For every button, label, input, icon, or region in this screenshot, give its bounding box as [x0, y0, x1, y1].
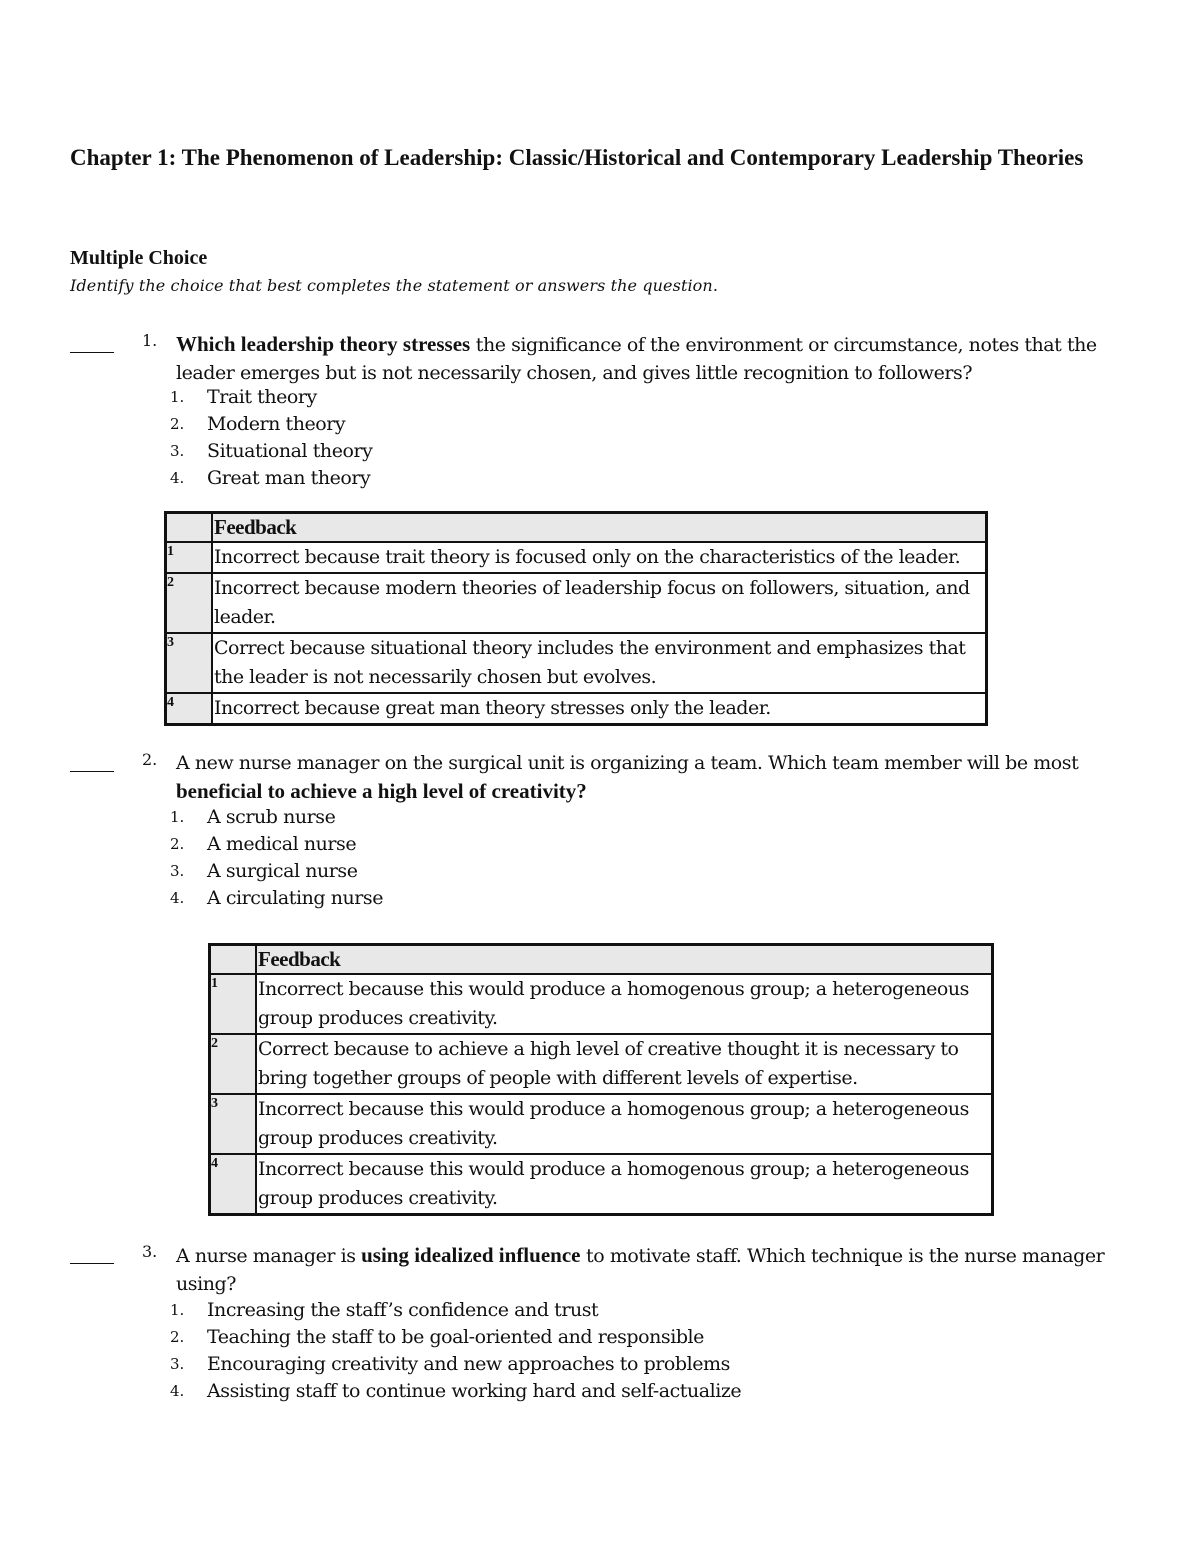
answer-option [170, 386, 1070, 413]
feedback-index: 1 [210, 974, 256, 1034]
question-number: 1. [142, 331, 158, 350]
stem-emphasis: Which leadership theory stresses [176, 332, 471, 356]
feedback-index: 4 [210, 1154, 256, 1214]
answer-option [170, 1353, 1070, 1380]
feedback-index: 2 [166, 573, 212, 633]
stem-emphasis: using idealized influence [361, 1243, 581, 1267]
answer-option [170, 413, 1070, 440]
answer-blank[interactable] [70, 330, 114, 353]
option-number: 2. [170, 835, 185, 853]
option-text: Modern theory [207, 413, 346, 435]
feedback-index-header [166, 513, 212, 542]
option-text: A medical nurse [207, 833, 357, 855]
option-number: 1. [170, 1301, 185, 1319]
feedback-index: 3 [166, 633, 212, 693]
feedback-header: Feedback [212, 513, 986, 542]
option-number: 3. [170, 442, 185, 460]
feedback-index-header [210, 945, 256, 974]
question-stem [176, 1241, 1116, 1298]
answer-option [170, 1299, 1070, 1326]
option-number: 4. [170, 889, 185, 907]
feedback-text: Incorrect because great man theory stresses only the leader. [212, 693, 986, 724]
answer-option [170, 440, 1070, 467]
feedback-index: 1 [166, 542, 212, 573]
answer-option [170, 1326, 1070, 1353]
option-text: A surgical nurse [207, 860, 358, 882]
option-text: Trait theory [207, 386, 317, 408]
option-number: 2. [170, 415, 185, 433]
question-stem [176, 330, 1116, 387]
feedback-text: Correct because situational theory includes the environment and emphasizes that the leader is not necessarily chosen but evolves. [212, 633, 986, 693]
answer-option [170, 806, 1070, 833]
option-number: 3. [170, 862, 185, 880]
answer-options [170, 806, 1070, 914]
option-text: Situational theory [207, 440, 373, 462]
answer-options [170, 1299, 1070, 1407]
answer-blank[interactable] [70, 1241, 114, 1264]
feedback-table-1 [165, 512, 987, 725]
feedback-text: Incorrect because this would produce a homogenous group; a heterogeneous group produces creativity. [256, 1094, 992, 1154]
option-number: 1. [170, 388, 185, 406]
option-number: 3. [170, 1355, 185, 1373]
stem-text: A new nurse manager on the surgical unit is organizing a team. Which team member will be most [176, 752, 1079, 774]
feedback-index: 3 [210, 1094, 256, 1154]
stem-text: the significance of the environment or circumstance, notes that the leader emerges but is not necessarily chosen, and gives little recognition to followers? [176, 334, 1097, 384]
chapter-title: Chapter 1: The Phenomenon of Leadership: Classic/Historical and Contemporary Leadership Theories [70, 145, 1084, 170]
option-text: Teaching the staff to be goal-oriented and responsible [207, 1326, 704, 1348]
option-number: 4. [170, 469, 185, 487]
feedback-text: Incorrect because modern theories of leadership focus on followers, situation, and leader. [212, 573, 986, 633]
stem-text: to motivate staff. Which technique is the nurse manager using? [176, 1245, 1105, 1295]
answer-option [170, 860, 1070, 887]
answer-blank[interactable] [70, 749, 114, 772]
question-number: 2. [142, 750, 158, 769]
instructions-text: Identify the choice that best completes the statement or answers the question. [70, 276, 719, 295]
option-text: A scrub nurse [207, 806, 336, 828]
feedback-text: Incorrect because this would produce a homogenous group; a heterogeneous group produces creativity. [256, 974, 992, 1034]
option-text: A circulating nurse [207, 887, 383, 909]
feedback-text: Correct because to achieve a high level of creative thought it is necessary to bring together groups of people with different levels of expertise. [256, 1034, 992, 1094]
option-text: Assisting staff to continue working hard and self-actualize [207, 1380, 742, 1402]
stem-text: A nurse manager is [176, 1245, 362, 1267]
answer-option [170, 833, 1070, 860]
option-number: 1. [170, 808, 185, 826]
feedback-header: Feedback [256, 945, 992, 974]
feedback-index: 2 [210, 1034, 256, 1094]
option-text: Great man theory [207, 467, 371, 489]
option-number: 4. [170, 1382, 185, 1400]
answer-option [170, 467, 1070, 494]
option-text: Encouraging creativity and new approaches to problems [207, 1353, 730, 1375]
option-text: Increasing the staff’s confidence and trust [207, 1299, 599, 1321]
answer-option [170, 1380, 1070, 1407]
feedback-text: Incorrect because trait theory is focused only on the characteristics of the leader. [212, 542, 986, 573]
feedback-index: 4 [166, 693, 212, 724]
section-heading: Multiple Choice [70, 247, 208, 269]
option-number: 2. [170, 1328, 185, 1346]
feedback-table-2 [209, 944, 993, 1215]
stem-emphasis: beneficial to achieve a high level of creativity? [176, 779, 587, 803]
answer-option [170, 887, 1070, 914]
answer-options [170, 386, 1070, 494]
question-number: 3. [142, 1242, 158, 1261]
question-stem [176, 749, 1116, 806]
feedback-text: Incorrect because this would produce a homogenous group; a heterogeneous group produces creativity. [256, 1154, 992, 1214]
